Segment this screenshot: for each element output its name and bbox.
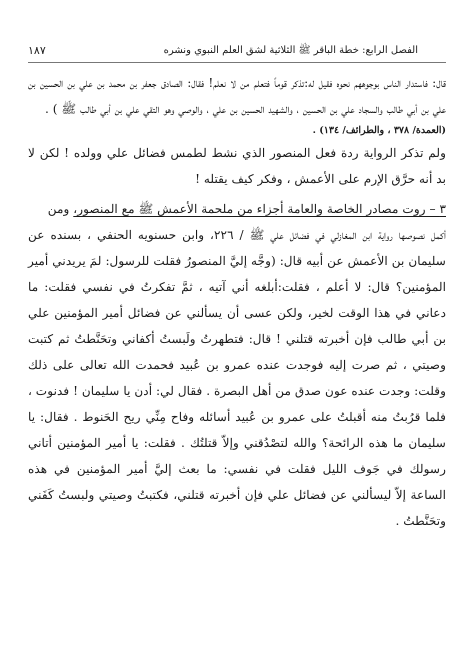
section-heading-paragraph (28, 196, 446, 222)
citation: (العمدة/ ٣٧٨ ، والطرائف/ ١٣٤) . (312, 125, 446, 136)
header-divider (28, 62, 446, 63)
paragraph-3: أكمل نصوصها رواية ابن المغازلي في فضائل علي ﷺ / ٢٢٦، وابن حسنويه الحنفي ، بسنده عن سليمان بن الأعمش عن أبيه قال: (وجَّه إليَّ المنصورُ فقلت للرسول: لمَ يريدني أمير المؤمنين؟ قال: لا أعلم ، فقلت:أبلغه أني آتيه ، ثمَّ تفكرتُ في نفسي فقلت: ما دعاني في هذا الوقت لخير، ولكن عسى أن يسألني عن فضائل أمير المؤمنين علي بن أبي طالب فإن أخبرته قتلني ! قال: فتطهرتُ ولَبستُ أكفاني وتحَنَّطتُ ثم كتبت وصيتي ، ثم صرت إليه فوجدت عنده عمرو بن عُبيد فحمدت الله تعالى على ذلك وقلت: وجدت عنده عون صدق من أهل البصرة . فقال لي: أدن يا سليمان ! فدنوت ، فلما قرُبتُ منه أقبلتُ على عمرو بن عُبيد أسائله وفاح مِنِّي ريح الحَنوط . فقال: يا سليمان ما هذه الرائحة؟ والله لتصْدُقني وإلاّ قتلتُك . فقلت: يا أمير المؤمنين أتاني رسولك في جَوف الليل فقلت في نفسي: ما بعث إليَّ أمير المؤمنين في هذه الساعة إلاّ ليسألني عن فضائل علي فإن أخبرته قتلني، فكتبتُ وصيتي ولبستُ كَفَني وتحَنَّطتُ . (28, 228, 446, 528)
paragraph-2: ولم تذكر الرواية ردة فعل المنصور الذي نشط لطمس فضائل علي وولده ! لكن لا بد أنه حرَّق الإرم على الأعمش ، وفكر كيف يقتله ! (28, 146, 446, 186)
paragraph-1: قال: فاستدار الناس بوجوههم نحوه فقيل له:تذكر قوماً فتعلم من لا نعلم! فقال: الصادق جعفر بن محمد بن علي بن الحسين بن علي بن أبي طالب والسجاد علي بن الحسين ، والشهيد الحسين بن علي ، والوصي وهو التقي علي بن أبي طالب ﷺ ) . (28, 76, 446, 116)
chapter-title: الفصل الرابع: خطة الباقر ﷺ الثلاثية لشق العلم النبوي ونشره (163, 45, 418, 56)
section-heading: ٣ – روت مصادر الخاصة والعامة أجزاء من ملحمة الأعمش ﷺ مع المنصور، (73, 202, 446, 216)
page-body (28, 70, 446, 534)
running-header (28, 44, 446, 60)
section-heading-tail: ومن (47, 202, 70, 216)
page-number: ١٨٧ (28, 44, 46, 57)
